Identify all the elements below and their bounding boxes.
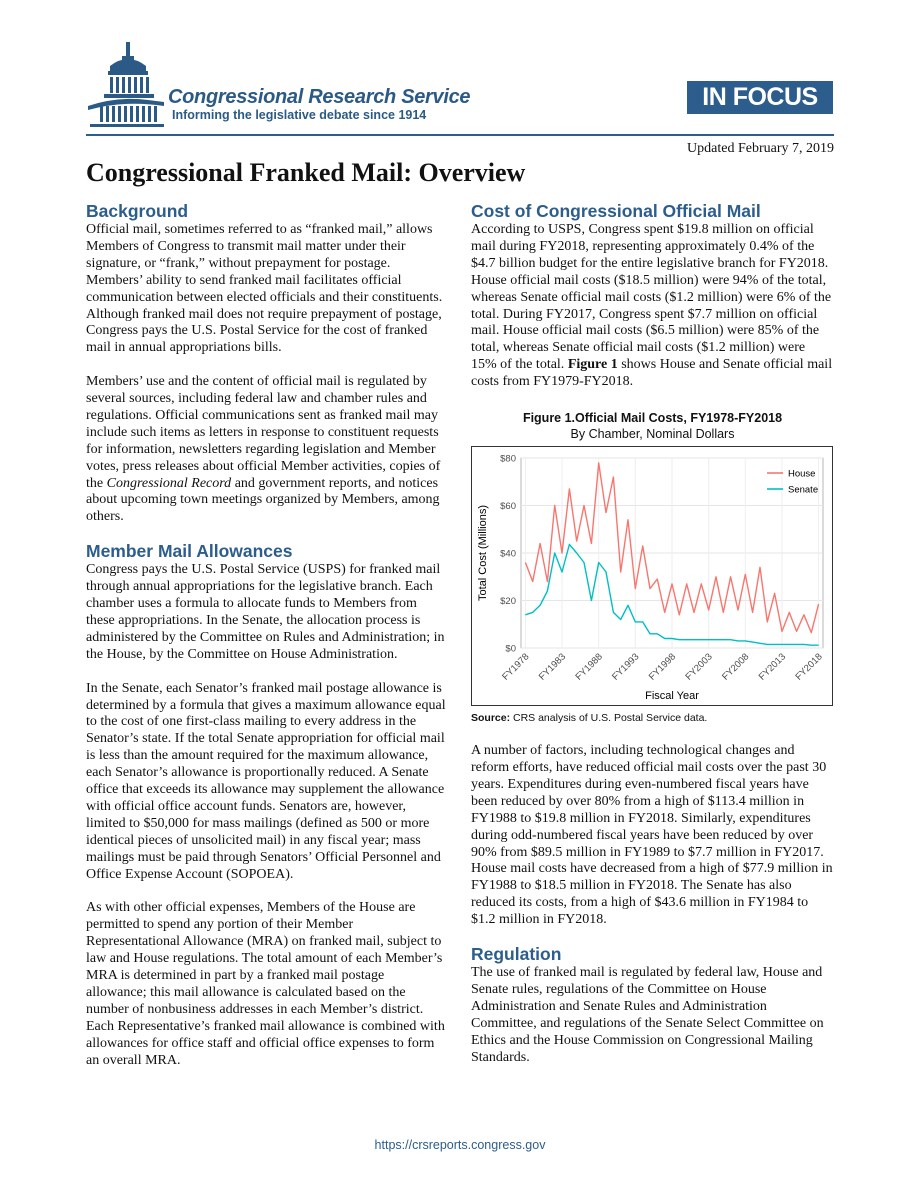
x-tick-label: FY2018 xyxy=(793,651,825,683)
x-tick-label: FY2013 xyxy=(756,651,789,683)
allowances-paragraph-1: Congress pays the U.S. Postal Service (USPS) for franked mail through annual appropriations for the legislative branch. Each chamber uses a formula to allocate funds to Members from these appropriations. In the Senate, the allocation process is administered by the Committee on Rules and Administration; in the House, by the Committee on House Administration. xyxy=(86,562,445,662)
figure-source xyxy=(471,712,834,724)
allowances-paragraph-3: As with other official expenses, Members of the House are permitted to spend any portion of their Member Representational Allowance (MRA) on franked mail, subject to law and House regulations. The total amount of each Member’s MRA is determined in part by a franked mail postage allowance; this mail allowance is calculated based on the number of nonbusiness addresses in each Member’s district. Each Representative’s franked mail allowance is combined with allowances for office staff and official office expenses to form an overall MRA. xyxy=(86,900,445,1068)
regulation-heading: Regulation xyxy=(471,944,562,965)
y-tick-label: $80 xyxy=(500,453,516,465)
document-header xyxy=(0,0,920,156)
x-tick-label: FY1993 xyxy=(610,651,642,683)
legend-label-senate: Senate xyxy=(788,484,819,496)
capitol-dome-logo xyxy=(86,40,176,132)
x-tick-label: FY2003 xyxy=(683,651,715,683)
x-tick-label: FY1988 xyxy=(573,651,605,683)
x-tick-label: FY1998 xyxy=(646,651,679,683)
background-paragraph-2-a: Members’ use and the content of official mail is regulated by several sources, including federal law and chamber rules and regulations. Official communications sent as franked mail may include such items as letters in response to constituent requests for information, newsletters regarding legislation and Member votes, press releases about official Member activities, copies of the xyxy=(86,374,441,491)
organization-name: Congressional Research Service xyxy=(168,86,471,108)
y-axis-label: Total Cost (Millions) xyxy=(477,505,489,602)
y-tick-label: $0 xyxy=(505,643,516,655)
cost-paragraph-2: A number of factors, including technological changes and reform efforts, have reduced official mail costs over the past 30 years. Expenditures during even-numbered fiscal years have been reduced by over 80% from a high of $113.4 million in FY1988 to $19.8 million in FY2018. Similarly, expenditures during odd-numbered fiscal years have been reduced by over 90% from $89.5 million in FY1989 to $7.7 million in FY2017. House mail costs have decreased from a high of $77.9 million in FY1988 to $18.5 million in FY2018. The Senate has also reduced its costs, from a high of $43.6 million in FY1984 to $1.2 million in FY2018. xyxy=(471,743,833,928)
x-tick-label: FY1983 xyxy=(536,651,569,683)
figure-title: Figure 1.Official Mail Costs, FY1978-FY2018 xyxy=(522,411,783,426)
cost-paragraph-1-a: According to USPS, Congress spent $19.8 million on official mail during FY2018, representing approximately 0.4% of the $4.7 billion budget for the entire legislative branch for FY2018. House official mail costs ($18.5 million) were 94% of the total, whereas Senate official mail costs ($1.2 million) were 6% of the total. During FY2017, Congress spent $7.7 million on official mail. House official mail costs ($6.5 million) were 85% of the total, whereas Senate official mail costs ($1.2 million) were 15% of the total. xyxy=(471,222,832,373)
cost-heading: Cost of Congressional Official Mail xyxy=(471,201,761,221)
y-tick-label: $40 xyxy=(500,548,516,560)
official-mail-cost-chart xyxy=(471,446,833,706)
allowances-paragraph-2: In the Senate, each Senator’s franked mail postage allowance is determined by a formula that gives a maximum allowance equal to the cost of one first-class mailing to every address in the Senator’s state. If the total Senate appropriation for official mail is less than the amount required for the maximum allowance, each Senator’s allowance is proportionally reduced. A Senate office that exceeds its allowance may supplement the allowance with official office account funds. Senators are, however, limited to $50,000 for mass mailings (defined as 500 or more identical pieces of unsolicited mail) in any fiscal year; mass mailings must be paid through Senators’ Official Personnel and Office Expense Account (SOPOEA). xyxy=(86,680,446,882)
source-text: CRS analysis of U.S. Postal Service data. xyxy=(510,712,708,725)
y-tick-label: $20 xyxy=(500,596,516,608)
legend-label-house: House xyxy=(788,468,816,480)
in-focus-badge: IN FOCUS xyxy=(687,81,833,114)
footer-url[interactable]: https://crsreports.congress.gov xyxy=(374,1138,546,1152)
header-divider xyxy=(86,134,834,136)
figure-reference: Figure 1 xyxy=(567,357,618,373)
background-paragraph-2 xyxy=(86,374,446,526)
figure-subtitle: By Chamber, Nominal Dollars xyxy=(570,427,735,442)
right-column xyxy=(471,200,834,1066)
updated-date: Updated February 7, 2019 xyxy=(687,141,834,156)
cost-paragraph-1 xyxy=(471,222,834,391)
background-heading: Background xyxy=(86,201,189,221)
left-column xyxy=(86,200,446,1069)
x-tick-label: FY1978 xyxy=(500,651,532,683)
source-label: Source: xyxy=(471,712,511,725)
x-tick-label: FY2008 xyxy=(720,651,752,683)
organization-tagline: Informing the legislative debate since 1914 xyxy=(172,108,427,122)
background-paragraph-2-b: and government reports, and notices about upcoming town meetings organized by Members, among others. xyxy=(86,475,440,525)
figure-chart xyxy=(471,446,833,706)
x-axis-label: Fiscal Year xyxy=(645,690,699,703)
congressional-record-title: Congressional Record xyxy=(106,475,232,491)
y-tick-label: $60 xyxy=(500,501,516,513)
page-title: Congressional Franked Mail: Overview xyxy=(86,158,526,187)
cost-paragraph-1-b: shows House and Senate official mail costs from FY1979-FY2018. xyxy=(471,357,833,390)
allowances-heading: Member Mail Allowances xyxy=(86,541,293,562)
background-paragraph-1: Official mail, sometimes referred to as “franked mail,” allows Members of Congress to transmit mail matter under their signature, or “frank,” without prepayment for postage. Members’ ability to send franked mail facilitates official communication between elected officials and their constituents. Although franked mail does not require prepayment of postage, Congress pays the U.S. Postal Service for the cost of franked mail in annual appropriations bills. xyxy=(86,222,443,356)
regulation-paragraph-1: The use of franked mail is regulated by federal law, House and Senate rules, regulations of the Committee on House Administration and Senate Rules and Administration Committee, and regulations of the Senate Select Committee on Ethics and the House Commission on Congressional Mailing Standards. xyxy=(471,965,824,1065)
